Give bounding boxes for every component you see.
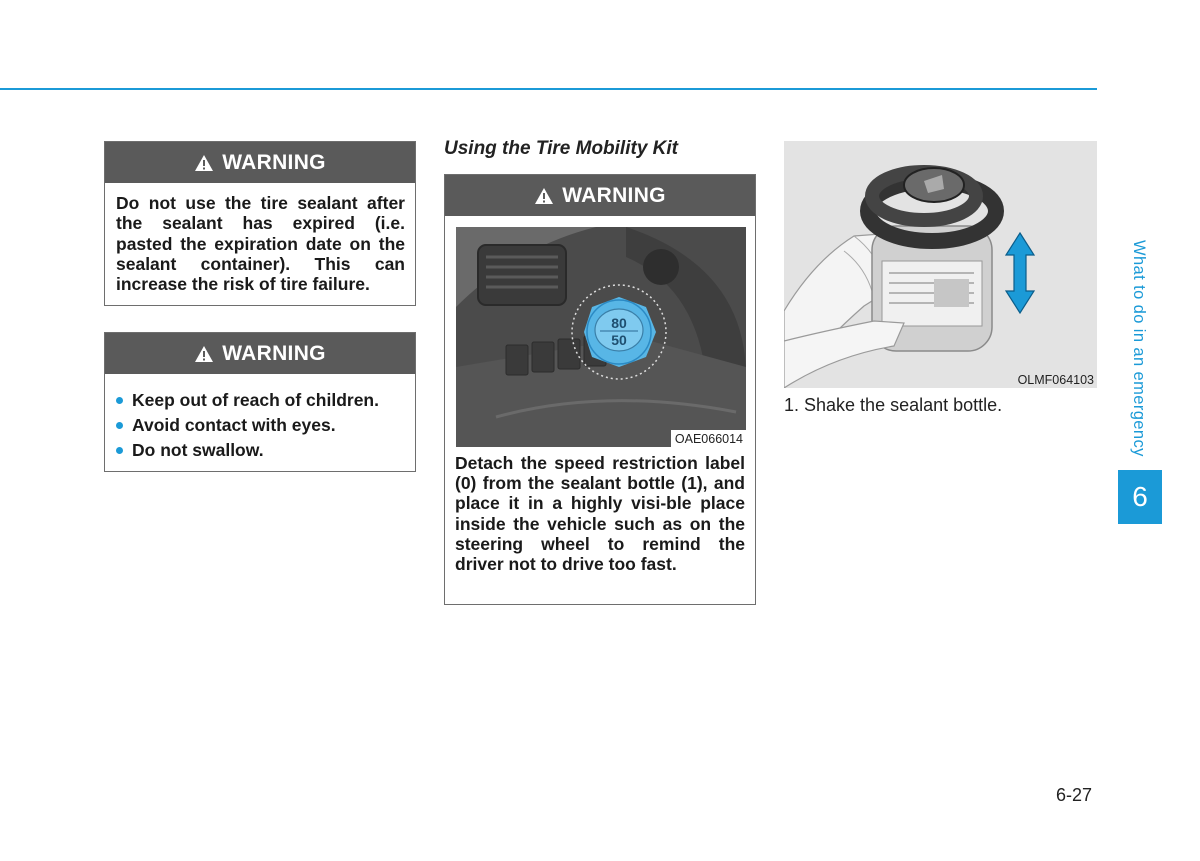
sealant-bottle-figure — [784, 141, 1097, 388]
figure-code: OLMF064103 — [1017, 373, 1094, 387]
warning-text: Detach the speed restriction label (0) from the sealant bottle (1), and place it in a highly visi-ble place inside the vehicle such as on the steering wheel to remind the driver not to drive too fast. — [455, 453, 745, 575]
side-chapter-title-text: What to do in an emergency — [1130, 240, 1148, 457]
chapter-tab: 6 — [1118, 470, 1162, 524]
warning-heading-text: WARNING — [222, 150, 326, 174]
warning-box-expiry — [104, 141, 416, 306]
speed-label-80: 80 — [611, 315, 627, 331]
header-rule — [0, 88, 1097, 90]
warning-heading-text: WARNING — [562, 183, 666, 207]
warning-heading — [105, 333, 415, 374]
bullet-icon — [116, 447, 123, 454]
warning-bullet-list — [105, 374, 415, 463]
speed-label-50: 50 — [611, 332, 627, 348]
warning-box-speed-label — [444, 174, 756, 605]
side-chapter-title — [1126, 240, 1154, 470]
section-title: Using the Tire Mobility Kit — [444, 138, 678, 159]
page-number: 6-27 — [1056, 785, 1093, 805]
warning-triangle-icon — [194, 345, 214, 363]
dashboard-figure — [456, 227, 746, 447]
sealant-bottle-illustration — [784, 141, 1097, 388]
list-item: Do not swallow. — [116, 438, 407, 463]
warning-heading — [105, 142, 415, 183]
figure-code: OAE066014 — [671, 430, 746, 447]
bullet-icon — [116, 422, 123, 429]
warning-triangle-icon — [534, 187, 554, 205]
warning-text: Do not use the tire sealant after the sealant has expired (i.e. pasted the expiration date on the sealant container). This can increase the risk of tire failure. — [116, 193, 405, 295]
list-item: Keep out of reach of children. — [116, 388, 407, 413]
warning-triangle-icon — [194, 154, 214, 172]
warning-box-safety — [104, 332, 416, 472]
figure-caption: 1. Shake the sealant bottle. — [784, 395, 1003, 415]
warning-heading — [445, 175, 755, 216]
dashboard-illustration — [456, 227, 746, 447]
warning-heading-text: WARNING — [222, 341, 326, 365]
bullet-icon — [116, 397, 123, 404]
list-item: Avoid contact with eyes. — [116, 413, 407, 438]
